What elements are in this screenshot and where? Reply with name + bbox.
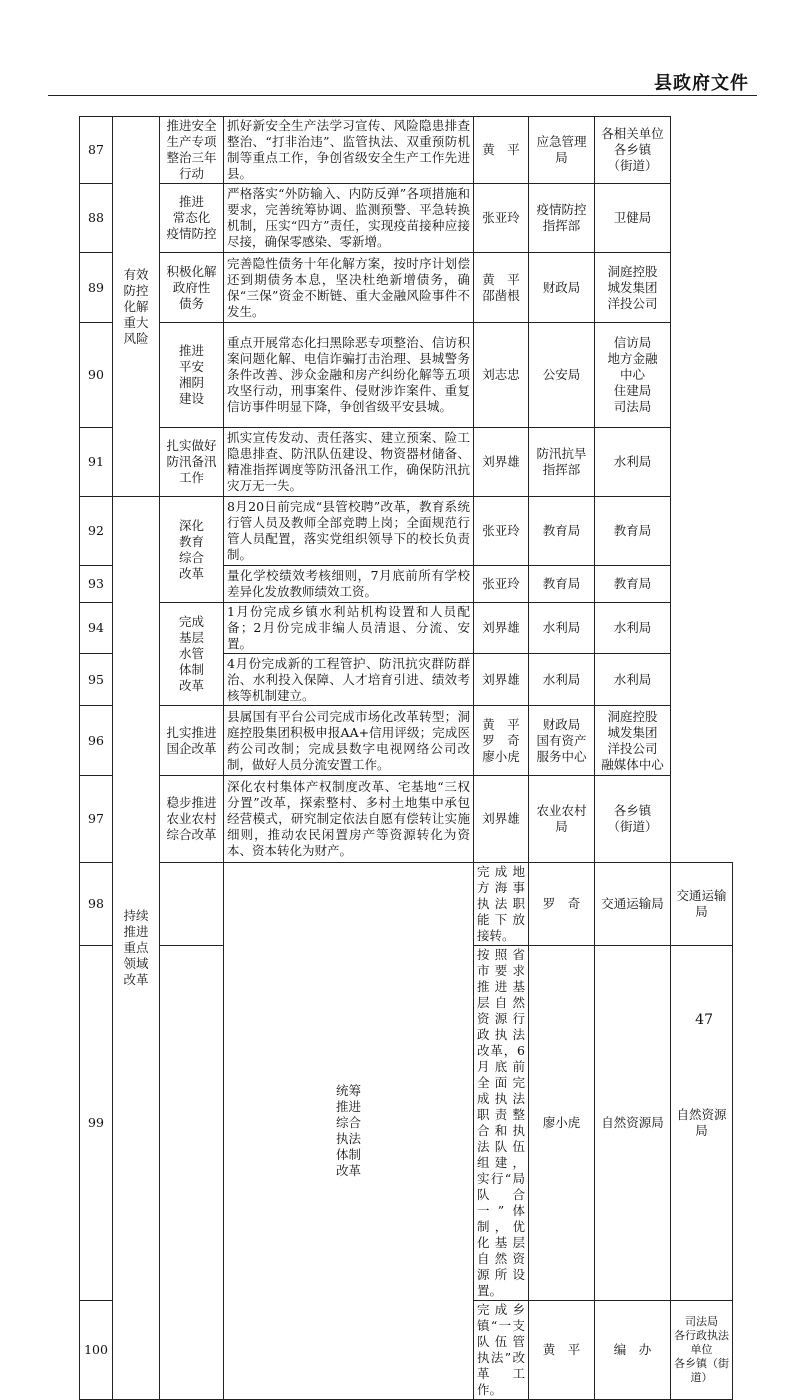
- table-row: [80, 706, 733, 776]
- description-cell: 4月份完成新的工程管护、防汛抗灾群防群治、水利投入保障、人才培育引进、绩效考核等机制建立。: [224, 654, 474, 706]
- coop-cell: 水利局: [595, 428, 671, 497]
- category-cell: 持续 推进 重点 领域 改革: [113, 497, 160, 1400]
- table-row: [80, 497, 733, 566]
- row-number: 96: [80, 706, 113, 776]
- description-cell: 深化农村集体产权制度改革、宅基地“三权分置”改革，探索整村、多村土地集中承包经营模式，研究制定依法自愿有偿转让实施细则，推动农民闲置房产等资源转化为资本、资本转化为财产。: [224, 776, 474, 863]
- leader-cell: 廖小虎: [529, 946, 595, 1301]
- task-cell: 扎实做好 防汛备汛 工作: [160, 428, 224, 497]
- coop-cell: 各乡镇 （街道）: [595, 776, 671, 863]
- category-cell-empty: [160, 946, 224, 1400]
- leader-cell: 刘界雄: [474, 654, 529, 706]
- task-cell: 积极化解 政府性 债务: [160, 253, 224, 323]
- row-number: 98: [80, 863, 113, 946]
- task-cell: 完成 基层 水管 体制 改革: [160, 603, 224, 706]
- leader-cell: 张亚玲: [474, 184, 529, 253]
- leader-cell: 张亚玲: [474, 566, 529, 603]
- coop-cell: 水利局: [595, 654, 671, 706]
- header-rule: [48, 95, 757, 96]
- dept-cell: 教育局: [529, 497, 595, 566]
- leader-cell: 刘界雄: [474, 776, 529, 863]
- coop-cell: 水利局: [595, 603, 671, 654]
- table-row: [80, 603, 733, 654]
- dept-cell: 交通运输局: [595, 863, 671, 946]
- leader-cell: 黄 平: [474, 117, 529, 184]
- row-number: 91: [80, 428, 113, 497]
- task-cell: 扎实推进 国企改革: [160, 706, 224, 776]
- task-cell: 推进 常态化 疫情防控: [160, 184, 224, 253]
- leader-cell: 黄 平: [529, 1301, 595, 1400]
- table-row: [80, 863, 733, 946]
- leader-cell: 张亚玲: [474, 497, 529, 566]
- description-cell: 重点开展常态化扫黑除恶专项整治、信访积案问题化解、电信诈骗打击治理、县城警务条件改善、涉众金融和房产纠纷化解等五项攻坚行动，刑事案件、侵财涉诈案件、重复信访事件明显下降，争创省级平安县城。: [224, 323, 474, 428]
- row-number: 97: [80, 776, 113, 863]
- task-cell: 深化 教育 综合 改革: [160, 497, 224, 603]
- header-title: 县政府文件: [654, 73, 749, 94]
- dept-cell: 疫情防控 指挥部: [529, 184, 595, 253]
- dept-cell: 农业农村局: [529, 776, 595, 863]
- description-cell: 抓好新安全生产法学习宣传、风险隐患排查整治、“打非治违”、监管执法、双重预防机制等重点工作，争创省级安全生产工作先进县。: [224, 117, 474, 184]
- row-number: 87: [80, 117, 113, 184]
- dept-cell: 财政局: [529, 253, 595, 323]
- description-cell: 完成乡镇“一支队伍管执法”改革工作。: [474, 1301, 529, 1400]
- coop-cell: 洞庭控股 城发集团 洋投公司 融媒体中心: [595, 706, 671, 776]
- leader-cell: 刘界雄: [474, 428, 529, 497]
- coop-cell: 司法局 各行政执法单位 各乡镇（街道）: [671, 1301, 733, 1400]
- description-cell: 1月份完成乡镇水利站机构设置和人员配备；2月份完成非编人员清退、分流、安置。: [224, 603, 474, 654]
- description-cell: 抓实宣传发动、责任落实、建立预案、险工隐患排查、防汛队伍建设、物资器材储备、精准指挥调度等防汛备汛工作，确保防汛抗灾万无一失。: [224, 428, 474, 497]
- leader-cell: 黄 平 罗 奇 廖小虎: [474, 706, 529, 776]
- coop-cell: 教育局: [595, 497, 671, 566]
- dept-cell: 公安局: [529, 323, 595, 428]
- table-row: [80, 253, 733, 323]
- description-cell: 完善隐性债务十年化解方案，按时序计划偿还到期债务本息，坚决杜绝新增债务，确保“三保”资金不断链、重大金融风险事件不发生。: [224, 253, 474, 323]
- dept-cell: 防汛抗旱 指挥部: [529, 428, 595, 497]
- description-cell: 县属国有平台公司完成市场化改革转型；洞庭控股集团积极申报AA+信用评级；完成医药公司改制；完成县数字电视网络公司改制，做好人员分流安置工作。: [224, 706, 474, 776]
- dept-cell: 应急管理局: [529, 117, 595, 184]
- coop-cell: 交通运输局: [671, 863, 733, 946]
- dept-cell: 水利局: [529, 654, 595, 706]
- description-cell: 完成地方海事执法职能下放接转。: [474, 863, 529, 946]
- description-cell: 8月20日前完成“县管校聘”改革，教育系统行管人员及教师全部竞聘上岗；全面规范行管人员配置，落实党组织领导下的校长负责制。: [224, 497, 474, 566]
- coop-cell: 各相关单位 各乡镇 （街道）: [595, 117, 671, 184]
- coop-cell: 教育局: [595, 566, 671, 603]
- coop-cell: 自然资源局: [671, 946, 733, 1301]
- row-number: 89: [80, 253, 113, 323]
- coop-cell: 卫健局: [595, 184, 671, 253]
- dept-cell: 教育局: [529, 566, 595, 603]
- table-row: [80, 117, 733, 184]
- dept-cell: 水利局: [529, 603, 595, 654]
- task-table: [79, 116, 733, 1400]
- description-cell: 严格落实“外防输入、内防反弹”各项措施和要求，完善统筹协调、监测预警、平急转换机制，压实“四方”责任，实现疫苗接种应接尽接，确保零感染、零新增。: [224, 184, 474, 253]
- table-row: [80, 776, 733, 863]
- leader-cell: 刘志忠: [474, 323, 529, 428]
- table-row: [80, 323, 733, 428]
- coop-cell: 洞庭控股 城发集团 洋投公司: [595, 253, 671, 323]
- dept-cell: 自然资源局: [595, 946, 671, 1301]
- row-number: 94: [80, 603, 113, 654]
- row-number: 92: [80, 497, 113, 566]
- task-cell: 推进 平安 湘阴 建设: [160, 323, 224, 428]
- leader-cell: 黄 平 邵凿根: [474, 253, 529, 323]
- row-number: 95: [80, 654, 113, 706]
- leader-cell: 罗 奇: [529, 863, 595, 946]
- page-number: 47: [695, 1012, 713, 1028]
- table-row: [80, 428, 733, 497]
- dept-cell: 编 办: [595, 1301, 671, 1400]
- dept-cell: 财政局 国有资产 服务中心: [529, 706, 595, 776]
- category-cell-empty: [160, 863, 224, 946]
- task-cell: 稳步推进 农业农村 综合改革: [160, 776, 224, 863]
- description-cell: 按照省市要求推进基层自然资源行政执法改革，6月底前全面完成执法职责整合和执法队伍组建，实行“局队合一”体制，优化基层自然资源所设置。: [474, 946, 529, 1301]
- row-number: 99: [80, 946, 113, 1301]
- leader-cell: 刘界雄: [474, 603, 529, 654]
- row-number: 88: [80, 184, 113, 253]
- task-cell: 推进安全 生产专项 整治三年 行动: [160, 117, 224, 184]
- row-number: 93: [80, 566, 113, 603]
- description-cell: 量化学校绩效考核细则，7月底前所有学校差异化发放教师绩效工资。: [224, 566, 474, 603]
- row-number: 100: [80, 1301, 113, 1400]
- row-number: 90: [80, 323, 113, 428]
- table-row: [80, 184, 733, 253]
- category-cell: 有效 防控 化解 重大 风险: [113, 117, 160, 497]
- task-cell: 统筹 推进 综合 执法 体制 改革: [224, 863, 474, 1400]
- coop-cell: 信访局 地方金融 中心 住建局 司法局: [595, 323, 671, 428]
